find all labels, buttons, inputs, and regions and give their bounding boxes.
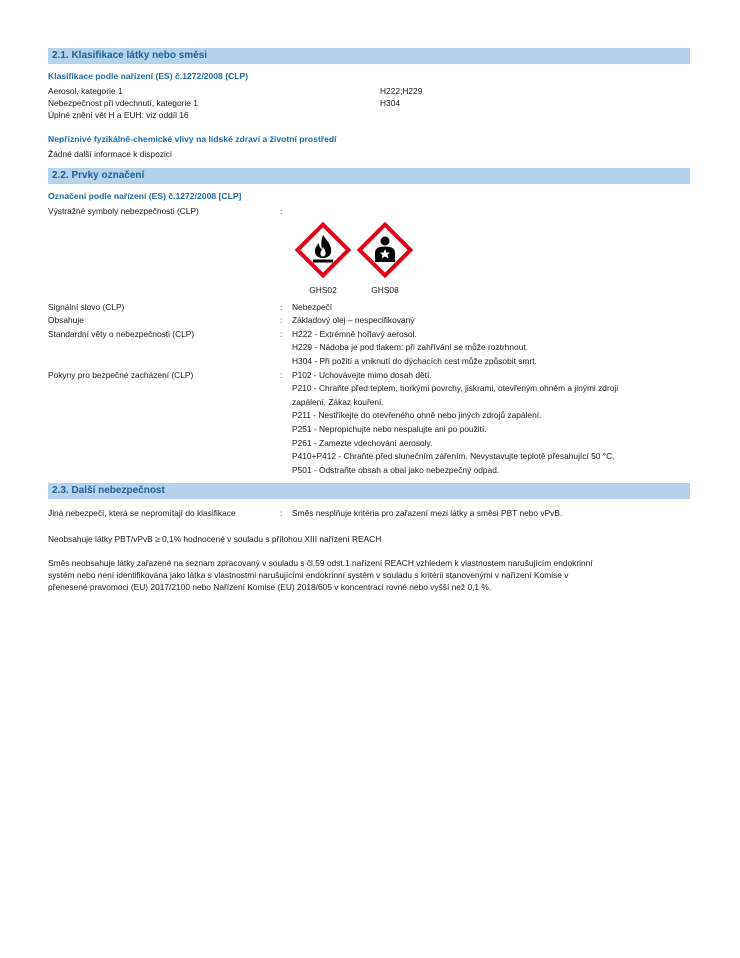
hazard-statements-row: Standardní věty o nebezpečnosti (CLP) : H222 - Extrémně hořlavý aerosol. H229 - Nádoba je pod tlakem: při zahřívání se může roztrhnout. H304 - Při požití a vniknutí do dýchacích cest může způsobit smrt. <box>48 328 690 369</box>
hazard-statement: H229 - Nádoba je pod tlakem: při zahřívání se může roztrhnout. <box>292 342 529 353</box>
precautionary-statement: P210 - Chraňte před teplem, horkými povrchy, jiskrami, otevřeným ohněm a jinými zdroji <box>292 383 619 394</box>
precautionary-statement: P410+P412 - Chraňte před slunečním zářením. Nevystavujte teplotě přesahující 50 °C. <box>292 451 615 462</box>
precautionary-statement: P501 - Odstraňte obsah a obal jako nebezpečný odpad. <box>292 464 500 475</box>
signal-word-row: Signální slovo (CLP) : Nebezpečí <box>48 301 333 312</box>
adverse-effects-text: Žádné další informace k dispozici <box>48 149 172 159</box>
health-hazard-icon <box>356 221 414 279</box>
precautionary-statement: P261 - Zamezte vdechování aerosoly. <box>292 437 433 448</box>
other-hazards-row: Jiná nebezpečí, která se nepromítají do klasifikace : Směs nesplňuje kritéria pro zařazení mezi látky a směsi PBT nebo vPvB. <box>48 508 563 519</box>
classification-subheading: Klasifikace podle nařízení (ES) č.1272/2008 (CLP) <box>48 71 249 81</box>
pictogram-ghs08: GHS08 <box>354 221 416 295</box>
hazard-statement: H304 - Při požití a vniknutí do dýchacích cest může způsobit smrt. <box>292 355 537 366</box>
section-2-1-header: 2.1. Klasifikace látky nebo směsi <box>48 48 690 64</box>
adverse-effects-subheading: Nepříznivé fyzikálně-chemické vlivy na lidské zdraví a životní prostředí <box>48 134 337 144</box>
contains-row: Obsahuje : Základový olej – nespecifikovaný <box>48 315 415 326</box>
precautionary-statement: P211 - Nestříkejte do otevřeného ohně nebo jiných zdrojů zapálení. <box>292 410 542 421</box>
endocrine-paragraph: Směs neobsahuje látky zařazené na seznam zpracovaný v souladu s čl.59 odst.1 nařízení REACH vzhledem k vlastnostem narušujícím endokrinní systém nebo není identifikována jako látka s vlastnostmi narušujícími endokrinní systém v souladu s kritérii stanovenými v nařízení Komise v přenesené pravomoci (EU) 2017/2100 nebo Nařízení Komise (EU) 2018/605 v koncentraci rovné nebo vyšší než 0,1 %. <box>48 557 593 592</box>
hazard-statement: H222 - Extrémně hořlavý aerosol. <box>292 328 417 339</box>
classification-row: Úplné znění vět H a EUH: viz oddíl 16 <box>48 110 189 120</box>
classification-row: Nebezpečnost při vdechnutí, kategorie 1 H304 <box>48 98 401 108</box>
precautionary-statement: P251 - Nepropichujte nebo nespalujte ani po použití. <box>292 423 487 434</box>
symbols-row: Výstražné symboly nebezpečnosti (CLP) : <box>48 206 283 216</box>
section-2-2-header: 2.2. Prvky označení <box>48 168 690 184</box>
pictogram-group <box>292 221 690 295</box>
labelling-subheading: Označení podle nařízení (ES) č.1272/2008 [CLP] <box>48 191 242 201</box>
sds-page <box>48 48 690 593</box>
precautionary-statements-row: Pokyny pro bezpečné zacházení (CLP) : P102 - Uchovávejte mimo dosah dětí. P210 - Chraňte před teplem, horkými povrchy, jiskrami, otevřeným ohněm a jinými zdroji zapálení. Zákaz kouření. P211 - Nestříkejte do otevřeného ohně nebo jiných zdrojů zapálení. P251 - Nepropichujte nebo nespalujte ani po použití. P261 - Zamezte vdechování aerosoly. P410+P412 - Chraňte před slunečním zářením. Nevystavujte teplotě přesahující 50 °C. P501 - Odstraňte obsah a obal jako nebezpečný odpad. <box>48 369 690 478</box>
precautionary-statement: P102 - Uchovávejte mimo dosah dětí. <box>292 369 432 380</box>
section-2-3-header: 2.3. Další nebezpečnost <box>48 483 690 499</box>
classification-row: Aerosol, kategorie 1 H222;H229 <box>48 86 423 96</box>
pbt-text: Neobsahuje látky PBT/vPvB ≥ 0,1% hodnocené v souladu s přílohou XIII nařízení REACH <box>48 533 382 544</box>
precautionary-statement: zapálení. Zákaz kouření. <box>292 396 384 407</box>
pictogram-ghs02: GHS02 <box>292 221 354 295</box>
flame-icon <box>294 221 352 279</box>
